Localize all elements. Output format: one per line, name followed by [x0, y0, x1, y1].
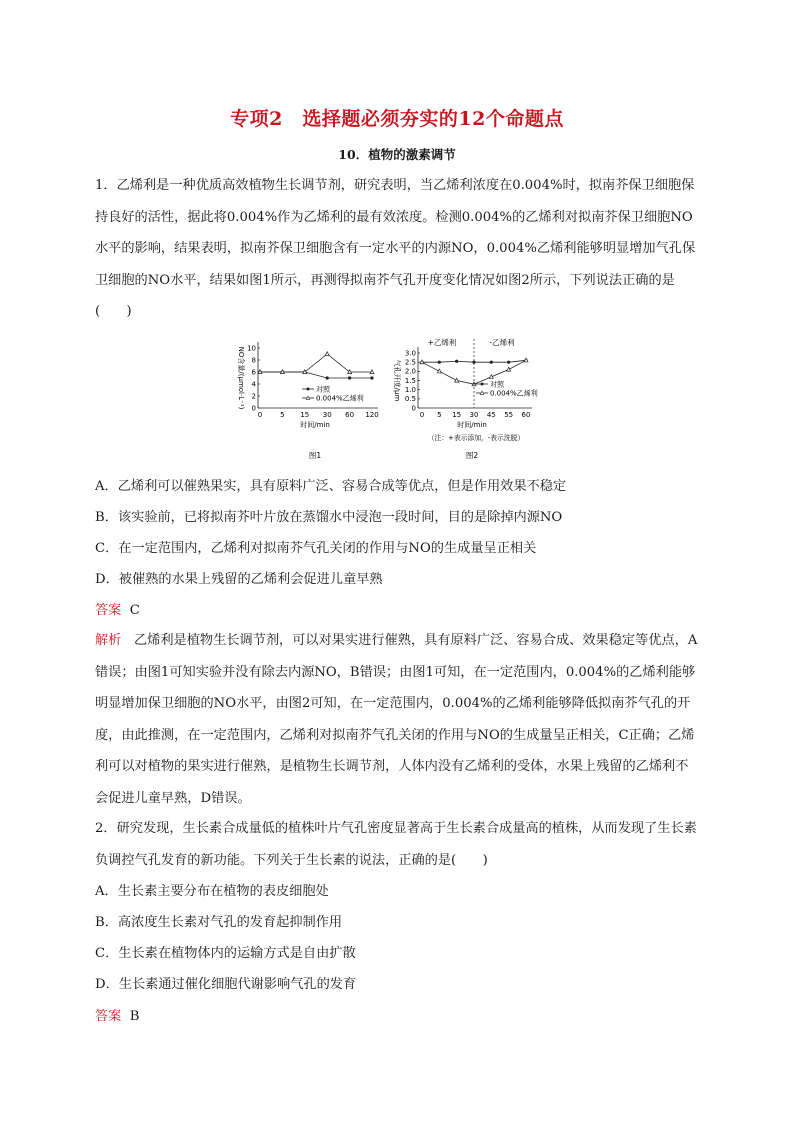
question-2-option-b: B．高浓度生长素对气孔的发育起抑制作用 — [95, 915, 343, 930]
legend-label: 0.004%乙烯利 — [490, 389, 538, 398]
y-tick-label: 8 — [251, 356, 256, 365]
y-tick-label: 0.5 — [404, 395, 416, 404]
x-tick-label: 120 — [365, 411, 379, 419]
y-tick-label: 1.5 — [404, 376, 416, 385]
page-title: 专项2 选择题必须夯实的12个命题点 — [230, 108, 564, 130]
answer-value: C — [129, 603, 140, 618]
data-point — [438, 361, 441, 364]
question-2-stem: 2．研究发现，生长素合成量低的植株叶片气孔密度显著高于生长素合成量高的植株，从而发现了生长素负调控气孔发育的新功能。下列关于生长素的说法，正确的是( ) — [95, 821, 697, 868]
figure-2 — [393, 337, 538, 460]
analysis-text: 乙烯利是植物生长调节剂，可以对果实进行催熟，具有原料广泛、容易合成、效果稳定等优点，A错误；由图1可知实验并没有除去内源NO，B错误；由图1可知，在一定范围内，0.004%的乙烯利能够明显增加保卫细胞的NO水平，由图2可知，在一定范围内，0.004%的乙烯利能够降低拟南芥气孔的开度，由此推测，在一定范围内，乙烯利对拟南芥气孔关闭的作用与NO的生成量呈正相关，C正确；乙烯利可以对植物的果实进行催熟，是植物生长调节剂，人体内没有乙烯利的受体，水果上残留的乙烯利不会促进儿童早熟，D错误。 — [95, 633, 698, 806]
answer-label: 答案 — [95, 603, 122, 618]
legend-marker — [307, 388, 310, 391]
x-tick-label: 30 — [469, 411, 479, 419]
question-2-option-a: A．生长素主要分布在植物的表皮细胞处 — [95, 884, 329, 899]
figure-caption: 图2 — [465, 451, 479, 460]
series-line-0 — [260, 372, 372, 378]
y-tick-label: 2 — [251, 392, 256, 401]
x-tick-label: 0 — [257, 411, 263, 419]
question-1-option-c: C．在一定范围内，乙烯利对拟南芥气孔关闭的作用与NO的生成量呈正相关 — [95, 541, 537, 556]
question-1-option-b: B．该实验前，已将拟南芥叶片放在蒸馏水中浸泡一段时间，目的是除掉内源NO — [95, 510, 563, 525]
section-subtitle: 10．植物的激素调节 — [338, 147, 456, 162]
y-tick-label: 0 — [411, 404, 416, 413]
question-2-answer — [95, 1007, 705, 1027]
y-tick-label: 3.0 — [404, 349, 416, 358]
x-tick-label: 5 — [280, 411, 285, 419]
y-tick-label: 6 — [251, 368, 256, 377]
figure-1 — [237, 342, 379, 460]
y-tick-label: 0 — [251, 404, 256, 413]
data-point — [490, 361, 493, 364]
x-tick-label: 5 — [437, 411, 442, 419]
question-1-analysis — [95, 625, 699, 814]
series-line-1 — [260, 354, 372, 372]
x-axis-label: 时间/min — [300, 421, 330, 429]
x-tick-label: 60 — [521, 411, 531, 419]
question-1-option-d: D．被催熟的水果上残留的乙烯利会促进儿童早熟 — [95, 572, 383, 587]
x-tick-label: 55 — [504, 411, 514, 419]
data-point — [507, 361, 510, 364]
data-point — [348, 376, 351, 379]
figures — [230, 336, 570, 466]
legend-label: 对照 — [316, 385, 330, 394]
figure-caption: 图1 — [308, 451, 322, 460]
question-2-option-c: C．生长素在植物体内的运输方式是自由扩散 — [95, 946, 356, 961]
legend-label: 对照 — [490, 380, 504, 389]
x-tick-label: 30 — [322, 411, 332, 419]
x-tick-label: 45 — [486, 411, 496, 419]
y-tick-label: 1.0 — [404, 385, 416, 394]
y-axis-label: NO含量/(μmol·L⁻¹) — [237, 346, 245, 410]
y-tick-label: 10 — [247, 344, 256, 353]
y-tick-label: 2.5 — [404, 358, 416, 367]
question-1-stem: 1．乙烯利是一种优质高效植物生长调节剂，研究表明，当乙烯利浓度在0.004%时，拟南芥保卫细胞保持良好的活性，据此将0.004%作为乙烯利的最有效浓度。检测0.004%的乙烯利对拟南芥保卫细胞NO水平的影响，结果表明，拟南芥保卫细胞含有一定水平的内源NO，0.004%乙烯利能够明显增加气孔保卫细胞的NO水平，结果如图1所示，再测得拟南芥气孔开度变化情况如图2所示，下列说法正确的是( ) — [95, 178, 696, 319]
phase-label-wash: -乙烯利 — [489, 338, 515, 347]
analysis-label: 解析 — [95, 633, 122, 648]
x-tick-label: 15 — [300, 411, 310, 419]
data-point — [370, 376, 373, 379]
question-1-option-a: A．乙烯利可以催熟果实，具有原料广泛、容易合成等优点，但是作用效果不稳定 — [95, 479, 567, 494]
legend-marker — [481, 383, 484, 386]
legend-label: 0.004%乙烯利 — [316, 394, 364, 403]
y-axis-label: 气孔开度/μm — [393, 359, 401, 402]
y-tick-label: 2.0 — [404, 367, 416, 376]
x-tick-label: 0 — [419, 411, 425, 419]
figures-svg — [230, 336, 570, 466]
x-tick-label: 15 — [452, 411, 462, 419]
data-point — [326, 376, 329, 379]
data-point — [455, 360, 458, 363]
phase-label-add: +乙烯利 — [427, 338, 457, 347]
x-axis-label: 时间/min — [457, 421, 487, 429]
question-1-answer — [95, 601, 705, 621]
answer-value: B — [129, 1009, 140, 1024]
answer-label: 答案 — [95, 1009, 122, 1024]
data-point — [325, 352, 329, 356]
question-2-option-d: D．生长素通过催化细胞代谢影响气孔的发育 — [95, 977, 357, 992]
y-tick-label: 4 — [251, 380, 256, 389]
x-tick-label: 60 — [345, 411, 355, 419]
figure-note: （注：+表示添加，-表示洗脱） — [427, 434, 525, 442]
